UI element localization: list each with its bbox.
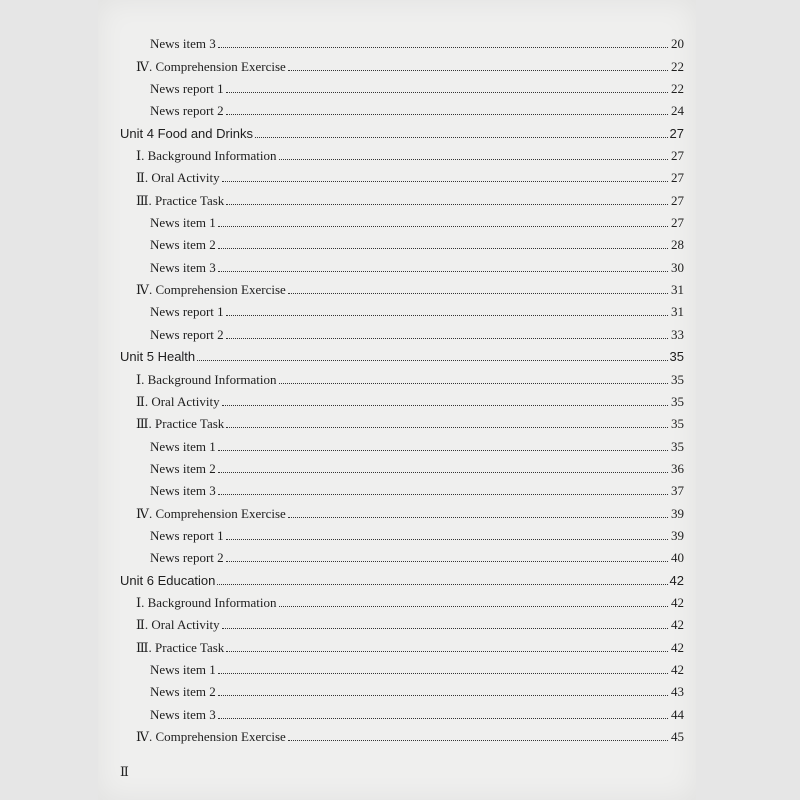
toc-item-entry <box>120 298 684 320</box>
toc-entry-page-number: 42 <box>669 572 684 588</box>
dot-leader <box>288 739 668 741</box>
toc-entry-label: News report 2 <box>150 326 224 342</box>
toc-entry-page-number: 42 <box>671 639 684 655</box>
dot-leader <box>255 136 668 138</box>
toc-entry-label: Unit 4 Food and Drinks <box>120 125 253 141</box>
toc-entry-page-number: 28 <box>671 237 684 253</box>
dot-leader <box>279 382 668 384</box>
dot-leader <box>279 158 668 160</box>
dot-leader <box>218 449 668 451</box>
dot-leader <box>218 672 668 674</box>
toc-item-entry <box>120 97 684 119</box>
toc-entry-label: Ⅰ. Background Information <box>136 148 277 164</box>
toc-unit-heading <box>120 566 684 588</box>
toc-section-entry <box>120 499 684 521</box>
toc-entry-page-number: 35 <box>671 371 684 387</box>
toc-entry-page-number: 27 <box>671 192 684 208</box>
dot-leader <box>226 113 668 115</box>
dot-leader <box>218 247 668 249</box>
toc-entry-page-number: 31 <box>671 304 684 320</box>
toc-entry-label: News item 3 <box>150 259 216 275</box>
toc-entry-label: Ⅲ. Practice Task <box>136 639 225 655</box>
dot-leader <box>288 516 668 518</box>
toc-section-entry <box>120 723 684 745</box>
toc-item-entry <box>120 455 684 477</box>
toc-entry-page-number: 35 <box>669 349 684 365</box>
dot-leader <box>288 69 668 71</box>
toc-entry-label: Ⅳ. Comprehension Exercise <box>136 282 286 298</box>
dot-leader <box>218 270 668 272</box>
toc-entry-page-number: 42 <box>671 617 684 633</box>
toc-entry-page-number: 45 <box>671 729 684 744</box>
toc-item-entry <box>120 700 684 722</box>
toc-item-entry <box>120 231 684 253</box>
dot-leader <box>222 627 668 629</box>
toc-entry-page-number: 27 <box>669 125 684 141</box>
toc-entry-page-number: 35 <box>671 416 684 432</box>
toc-section-entry <box>120 164 684 186</box>
dot-leader <box>226 538 668 540</box>
toc-section-entry <box>120 410 684 432</box>
toc-entry-page-number: 42 <box>671 661 684 677</box>
page-number: Ⅱ <box>120 764 129 779</box>
toc-entry-label: Unit 5 Health <box>120 349 196 365</box>
toc-item-entry <box>120 75 684 97</box>
toc-section-entry <box>120 633 684 655</box>
toc-unit-heading <box>120 343 684 365</box>
toc-section-entry <box>120 186 684 208</box>
toc-entry-page-number: 39 <box>671 505 684 521</box>
toc-entry-page-number: 44 <box>671 706 684 722</box>
toc-entry-label: Ⅳ. Comprehension Exercise <box>136 58 286 74</box>
dot-leader <box>218 694 668 696</box>
toc-entry-page-number: 39 <box>671 527 684 543</box>
toc-entry-label: News report 2 <box>150 550 224 566</box>
dot-leader <box>218 225 668 227</box>
toc-entry-page-number: 33 <box>671 326 684 342</box>
toc-entry-page-number: 24 <box>671 103 684 119</box>
toc-entry-label: Ⅱ. Oral Activity <box>136 393 220 409</box>
toc-item-entry <box>120 544 684 566</box>
toc-entry-page-number: 22 <box>671 58 684 74</box>
toc-entry-label: Ⅱ. Oral Activity <box>136 617 220 633</box>
toc-entry-label: Unit 6 Education <box>120 572 216 588</box>
toc-item-entry <box>120 253 684 275</box>
toc-entry-label: News item 2 <box>150 460 216 476</box>
toc-item-entry <box>120 209 684 231</box>
dot-leader <box>218 471 668 473</box>
toc-entry-label: News item 3 <box>150 36 216 52</box>
dot-leader <box>226 91 668 93</box>
toc-entry-label: News item 3 <box>150 483 216 499</box>
dot-leader <box>226 426 668 428</box>
dot-leader <box>218 493 668 495</box>
toc-section-entry <box>120 611 684 633</box>
toc-entry-page-number: 40 <box>671 550 684 566</box>
toc-entry-label: Ⅲ. Practice Task <box>136 192 225 208</box>
toc-entry-label: News report 2 <box>150 103 224 119</box>
dot-leader <box>288 292 668 294</box>
dot-leader <box>279 605 668 607</box>
dot-leader <box>226 337 668 339</box>
toc-entry-label: News item 1 <box>150 661 216 677</box>
toc-entry-label: Ⅰ. Background Information <box>136 371 277 387</box>
toc-section-entry <box>120 142 684 164</box>
toc-entry-page-number: 30 <box>671 259 684 275</box>
toc-entry-label: Ⅳ. Comprehension Exercise <box>136 505 286 521</box>
toc-entry-label: News report 1 <box>150 527 224 543</box>
toc-section-entry <box>120 589 684 611</box>
dot-leader <box>222 404 668 406</box>
toc-entry-page-number: 22 <box>671 81 684 97</box>
toc-entry-label: News item 2 <box>150 684 216 700</box>
dot-leader <box>222 180 668 182</box>
toc-section-entry <box>120 52 684 74</box>
toc-entry-page-number: 31 <box>671 282 684 298</box>
dot-leader <box>218 46 668 48</box>
dot-leader <box>217 583 667 585</box>
toc-entry-label: Ⅳ. Comprehension Exercise <box>136 729 286 744</box>
toc-entry-page-number: 37 <box>671 483 684 499</box>
toc-entry-label: Ⅲ. Practice Task <box>136 416 225 432</box>
toc-entry-label: Ⅰ. Background Information <box>136 594 277 610</box>
toc-item-entry <box>120 30 684 52</box>
table-of-contents <box>120 30 684 745</box>
toc-section-entry <box>120 388 684 410</box>
toc-entry-page-number: 36 <box>671 460 684 476</box>
toc-entry-page-number: 27 <box>671 148 684 164</box>
toc-section-entry <box>120 276 684 298</box>
toc-entry-page-number: 20 <box>671 36 684 52</box>
toc-section-entry <box>120 365 684 387</box>
toc-item-entry <box>120 678 684 700</box>
toc-item-entry <box>120 320 684 342</box>
dot-leader <box>226 560 668 562</box>
toc-entry-label: News item 3 <box>150 706 216 722</box>
dot-leader <box>226 650 668 652</box>
dot-leader <box>218 717 668 719</box>
toc-item-entry <box>120 432 684 454</box>
toc-entry-page-number: 27 <box>671 170 684 186</box>
toc-entry-page-number: 43 <box>671 684 684 700</box>
toc-unit-heading <box>120 119 684 141</box>
toc-entry-page-number: 27 <box>671 215 684 231</box>
toc-item-entry <box>120 522 684 544</box>
toc-entry-label: News report 1 <box>150 81 224 97</box>
toc-entry-label: Ⅱ. Oral Activity <box>136 170 220 186</box>
dot-leader <box>226 203 668 205</box>
toc-item-entry <box>120 656 684 678</box>
dot-leader <box>226 314 668 316</box>
toc-entry-page-number: 35 <box>671 393 684 409</box>
toc-entry-label: News item 2 <box>150 237 216 253</box>
toc-item-entry <box>120 477 684 499</box>
toc-entry-label: News item 1 <box>150 438 216 454</box>
toc-entry-page-number: 35 <box>671 438 684 454</box>
dot-leader <box>197 359 667 361</box>
toc-entry-page-number: 42 <box>671 594 684 610</box>
toc-entry-label: News item 1 <box>150 215 216 231</box>
toc-entry-label: News report 1 <box>150 304 224 320</box>
